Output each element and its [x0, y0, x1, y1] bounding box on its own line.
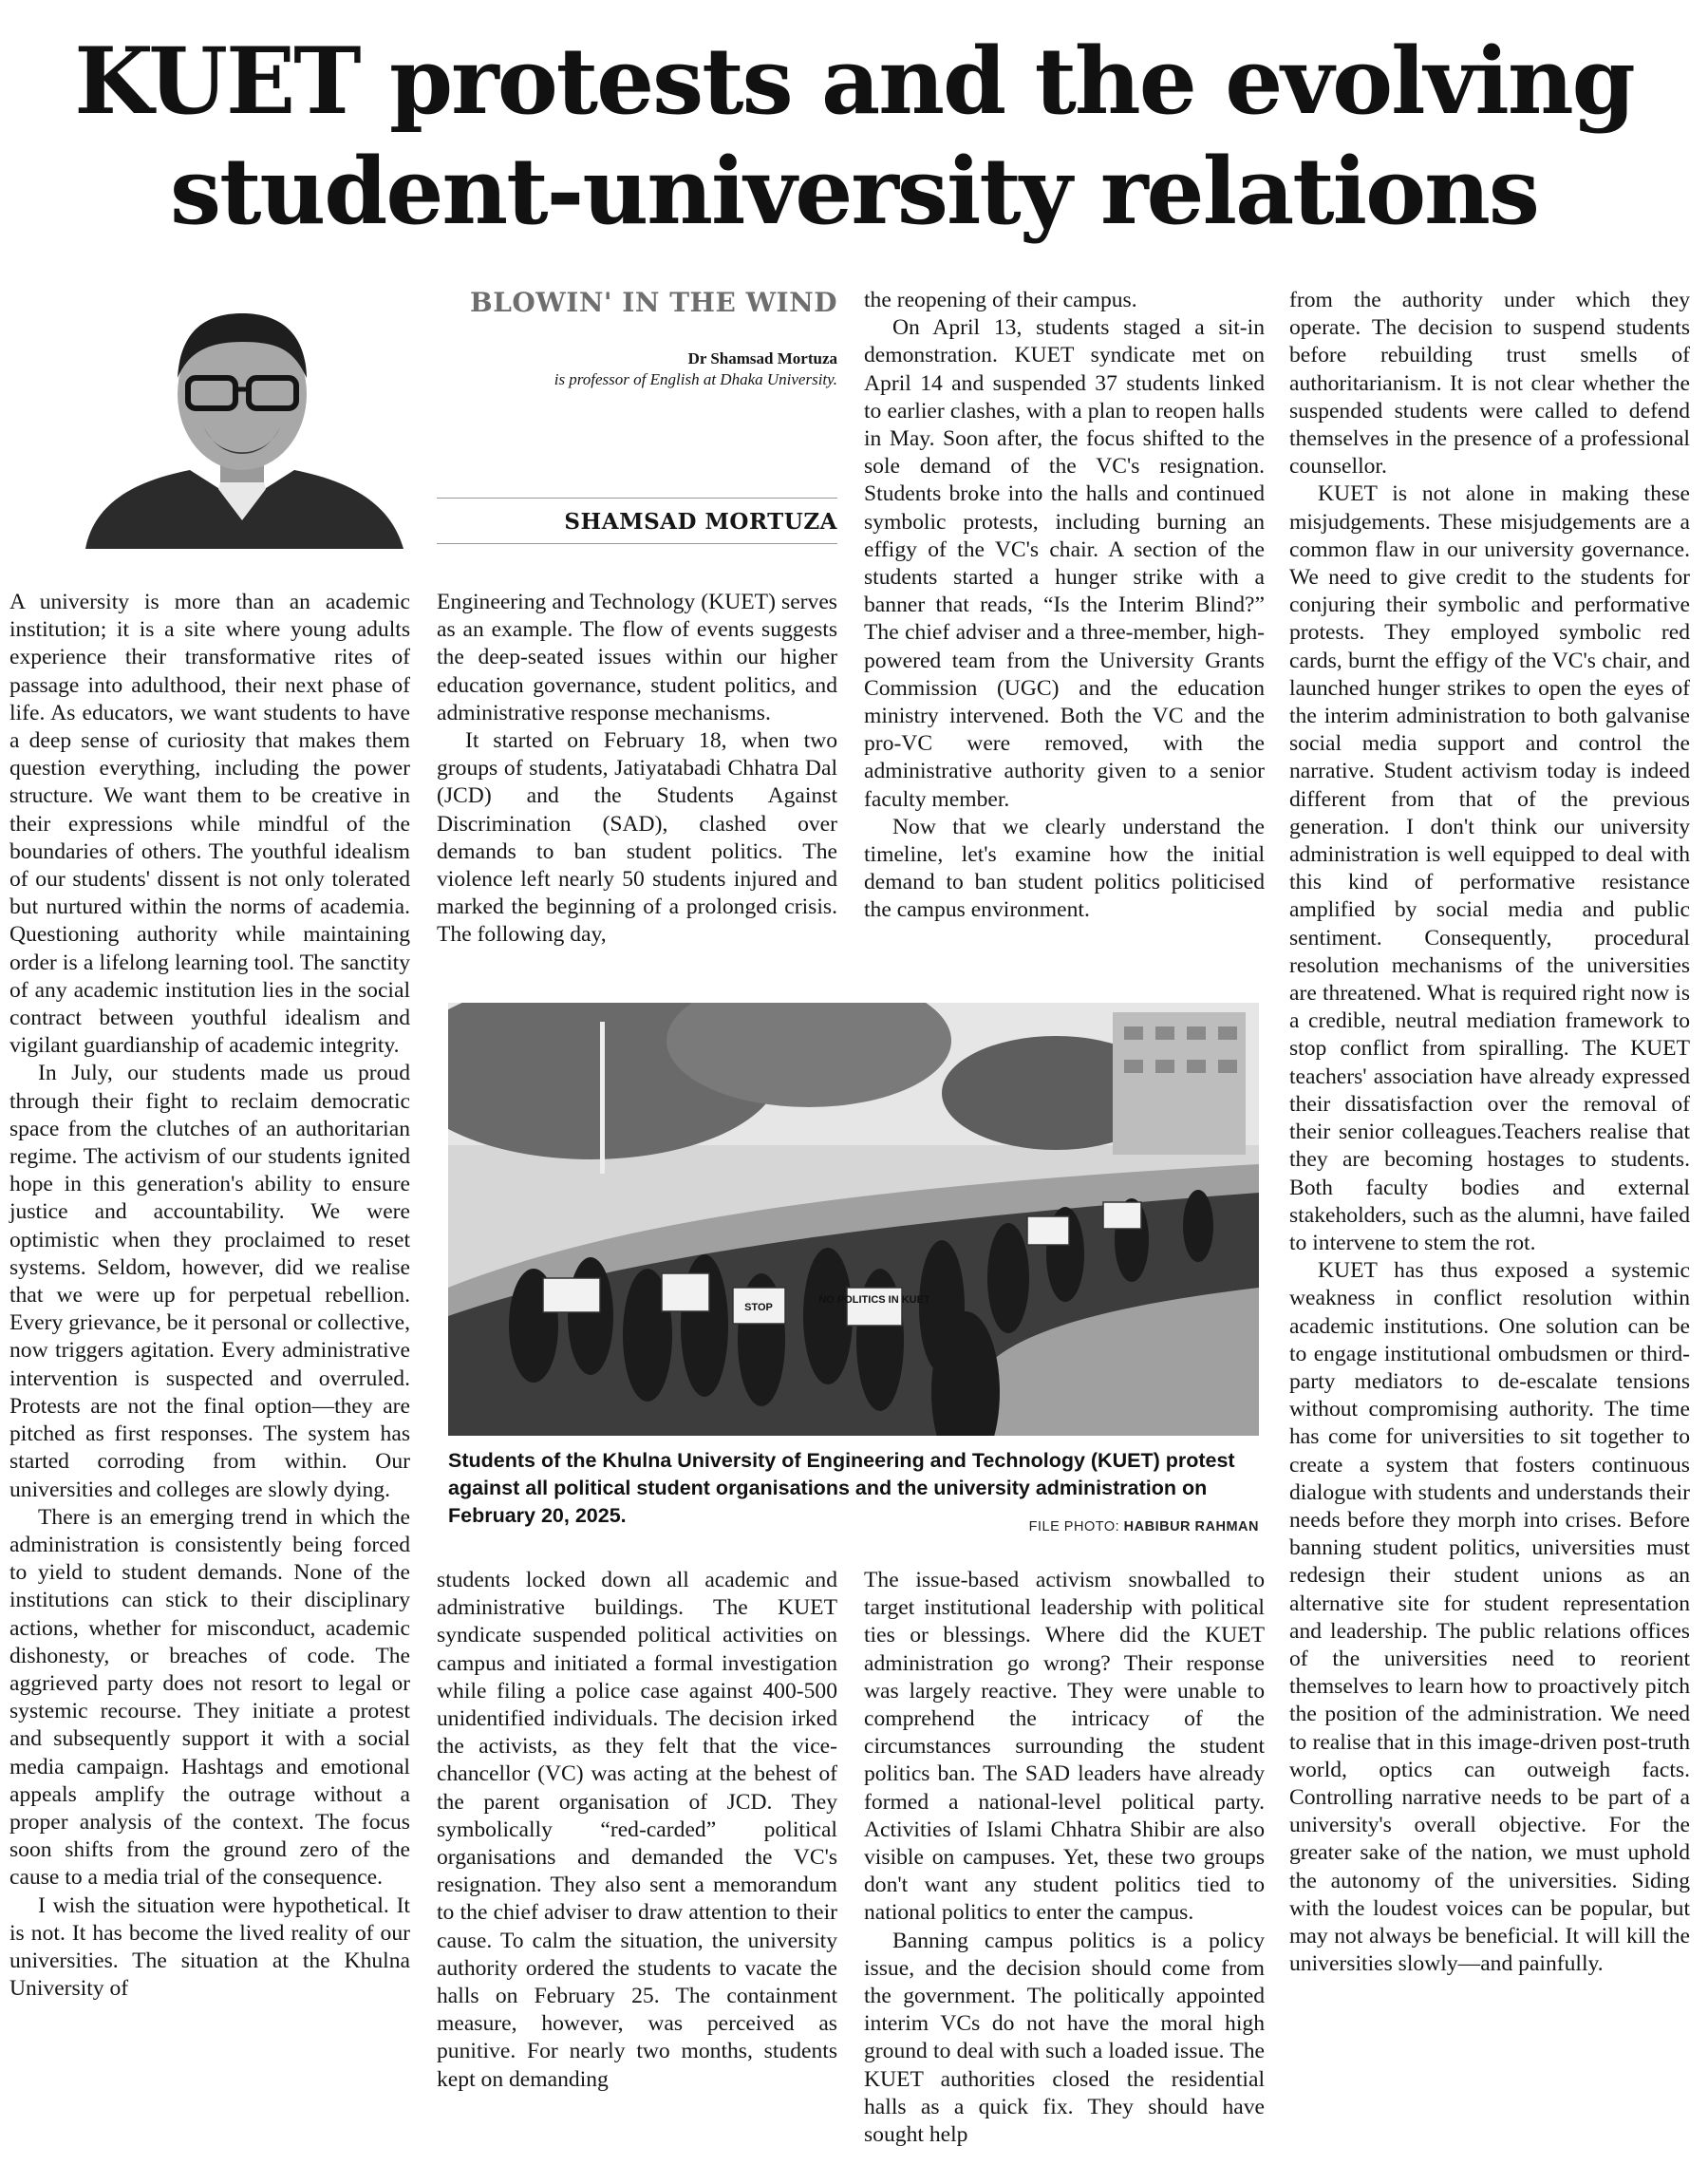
- paragraph: In July, our students made us proud through their fight to reclaim democratic space from the clutches of an authoritarian regime. The activism of our students ignited hope in this generation's ability to ensure justice and accountability. We were optimistic when they proclaimed to reset systems. Seldom, however, did we realise that we were up for perpetual rebellion. Every grievance, be it personal or collective, now triggers agitation. Every administrative intervention is suspected and overruled. Protests are not the final option—they are pitched as first responses. The system has started corroding from within. Our universities and colleges are slowly dying.: [9, 1061, 410, 1502]
- sign-text-2: STOP: [744, 1302, 773, 1313]
- paragraph: I wish the situation were hypothetical. It is not. It has become the lived reality of our universities. The situation at the Khulna University of: [9, 1892, 410, 2002]
- paragraph: On April 13, students staged a sit-in demonstration. KUET syndicate met on April 14 and suspended 37 students linked to earlier clashes, with a plan to reopen halls in May. Soon after, the focus shifted to the sole demand of the VC's resignation. Students broke into the halls and continued symbolic protests, including burning an effigy of the VC's chair. A section of the students started a hunger strike with a banner that reads, “Is the Interim Blind?” The chief adviser and a three-member, high-powered team from the University Grants Commission (UGC) and the education ministry intervened. Both the VC and the pro-VC were removed, with the administrative authority given to a senior faculty member.: [864, 315, 1265, 812]
- byline-rule: [437, 498, 837, 499]
- author-portrait: [66, 285, 418, 549]
- article-column-4: [1289, 287, 1690, 1978]
- author-description: is professor of English at Dhaka University.: [554, 370, 837, 388]
- article-column-2-bottom: [437, 1567, 837, 2094]
- paragraph: KUET has thus exposed a systemic weakness in conflict resolution within academic institutions. One solution can be to engage institutional ombudsmen or third-party mediators to de-escalate tensions without compromising authority. The time has come for universities to sit together to create a system that fosters continuous dialogue with students and understands their needs before they morph into crises. Before banning student politics, universities must redesign their student unions as an alternative site for student representation and leadership. The public relations offices of the universities need to reorient themselves to learn how to proactively pitch the position of the administration. We need to realise that in this image-driven post-truth world, optics can outweigh facts. Controlling narrative needs to be part of a university's overall objective. For the greater sake of the nation, we must uphold the autonomy of the universities. Siding with the loudest voices can be popular, but may not always be beneficial. It will kill the universities slowly—and painfully.: [1289, 1258, 1690, 1977]
- paragraph: the reopening of their campus.: [864, 288, 1137, 312]
- photo-credit-name: HABIBUR RAHMAN: [1123, 1519, 1259, 1534]
- photo-caption: Students of the Khulna University of Engineering and Technology (KUET) protest against all political student organisations and the university administration on February 20, 2025.: [448, 1449, 1235, 1527]
- paragraph: KUET is not alone in making these misjudgements. These misjudgements are a common flaw in our university governance. We need to give credit to the students for conjuring their symbolic and performative protests. They employed symbolic red cards, burnt the effigy of the VC's chair, and launched hunger strikes to open the eyes of the interim administration to both galvanise social media support and control the narrative. Student activism today is indeed different from that of the previous generation. I don't think our university administration is well equipped to deal with this kind of performative resistance amplified by social media and public sentiment. Consequently, procedural resolution mechanisms of the universities are threatened. What is required right now is a credible, neutral mediation framework to stop conflict from spiralling. The KUET teachers' association have already expressed their dissatisfaction over the removal of their senior colleagues.Teachers realise that they are becoming hostages to students. Both faculty bodies and external stakeholders, such as the alumni, have failed to intervene to stem the rot.: [1289, 481, 1690, 1255]
- paragraph: A university is more than an academic institution; it is a site where young adults experience their transformative rites of passage into adulthood, their next phase of life. As educators, we want students to have a deep sense of curiosity that makes them question everything, including the power structure. We want them to be creative in their expressions while mindful of the boundaries of others. The youthful idealism of our students' dissent is not only tolerated but nurtured within the norms of academia. Questioning authority while maintaining order is a lifelong learning tool. The sanctity of any academic institution lies in the social contract between youthful idealism and vigilant guardianship of academic integrity.: [9, 590, 410, 1059]
- column-kicker: BLOWIN' IN THE WIND: [470, 287, 837, 318]
- headline: [0, 27, 1708, 247]
- paragraph: The issue-based activism snowballed to target institutional leadership with political ties or blessings. Where did the KUET administration go wrong? Their response was largely reactive. They were unable to comprehend the intricacy of the circumstances surrounding the student politics ban. The SAD leaders have already formed a national-level political party. Activities of Islami Chhatra Shibir are also visible on campuses. Yet, these two groups don't want any student politics tied to national politics to enter the campus.: [864, 1568, 1265, 1926]
- paragraph: It started on February 18, when two groups of students, Jatiyatabadi Chhatra Dal (JCD) and the Students Against Discrimination (SAD), clashed over demands to ban student politics. The violence left nearly 50 students injured and marked the beginning of a prolonged crisis. The following day,: [437, 728, 837, 948]
- author-name: Dr Shamsad Mortuza: [687, 349, 837, 367]
- byline-rule-bottom: [437, 543, 837, 544]
- article-column-3-top: [864, 287, 1265, 925]
- photo-credit: [967, 1519, 1259, 1534]
- photo-credit-label: FILE PHOTO:: [1028, 1519, 1120, 1534]
- paragraph: There is an emerging trend in which the administration is consistently being forced to yield to student demands. None of the institutions can stick to their disciplinary actions, whether for misconduct, academic dishonesty, or breaches of code. The aggrieved party does not resort to legal or systemic recourse. They initiate a protest and subsequently support it with a social media campaign. Hashtags and emotional appeals amplify the outrage without a proper analysis of the context. The focus soon shifts from the ground zero of the cause to a media trial of the consequence.: [9, 1504, 410, 1891]
- article-column-3-bottom: [864, 1567, 1265, 2149]
- headline-line-1: KUET protests and the evolving: [74, 28, 1634, 135]
- article-column-1: [9, 589, 410, 2003]
- paragraph: from the authority under which they operate. The decision to suspend students before rebuilding trust smells of authoritarianism. It is not clear whether the suspended students were called to defend themselves in the presence of a professional counsellor.: [1289, 288, 1690, 480]
- byline: SHAMSAD MORTUZA: [564, 509, 837, 535]
- paragraph: Banning campus politics is a policy issue, and the decision should come from the government. The politically appointed interim VCs do not have the moral high ground to deal with such a loaded issue. The KUET authorities closed the residential halls as a quick fix. They should have sought help: [864, 1928, 1265, 2148]
- paragraph: Now that we clearly understand the timeline, let's examine how the initial demand to ban student politics politicised the campus environment.: [864, 814, 1265, 923]
- headline-line-2: student-university relations: [170, 138, 1538, 245]
- protest-photo: [448, 1003, 1259, 1436]
- article-column-2-top: [437, 589, 837, 950]
- paragraph: Engineering and Technology (KUET) serves as an example. The flow of events suggests the deep-seated issues within our higher education governance, student politics, and administrative response mechanisms.: [437, 590, 837, 725]
- sign-text-1: NO POLITICS IN KUET: [818, 1294, 930, 1306]
- paragraph: students locked down all academic and administrative buildings. The KUET syndicate suspended political activities on campus and initiated a formal investigation while filing a police case against 400-500 unidentified individuals. The decision irked the activists, as they felt that the vice-chancellor (VC) was acting at the behest of the parent organisation of JCD. They symbolically “red-carded” political organisations and demanded the VC's resignation. They also sent a memorandum to the chief adviser to draw attention to their cause. To calm the situation, the university authority ordered the students to vacate the halls on February 25. The containment measure, however, was perceived as punitive. For nearly two months, students kept on demanding: [437, 1568, 837, 2092]
